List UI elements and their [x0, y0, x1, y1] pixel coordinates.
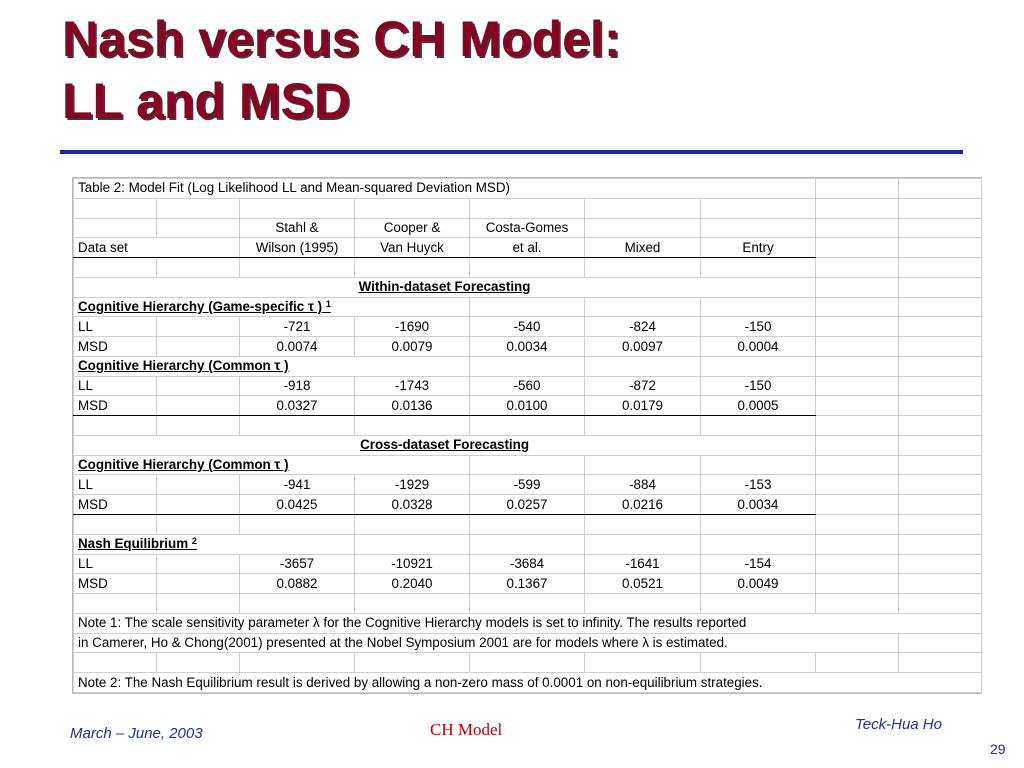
- row-label: LL: [74, 317, 157, 337]
- value-cell: 0.0425: [240, 495, 355, 515]
- value-cell: -3684: [470, 554, 585, 574]
- footer-title: CH Model: [430, 720, 503, 739]
- value-cell: 0.0004: [701, 337, 816, 357]
- value-cell: 0.0882: [240, 574, 355, 594]
- value-cell: -150: [701, 376, 816, 396]
- table-row: [74, 317, 982, 337]
- value-cell: -1743: [355, 376, 470, 396]
- value-cell: 0.0328: [355, 495, 470, 515]
- row-label: MSD: [74, 396, 157, 416]
- value-cell: -10921: [355, 554, 470, 574]
- value-cell: -721: [240, 317, 355, 337]
- header-cell: Wilson (1995): [240, 238, 355, 258]
- value-cell: -153: [701, 475, 816, 495]
- group-row: [74, 356, 982, 376]
- value-cell: 0.0074: [240, 337, 355, 357]
- value-cell: 0.2040: [355, 574, 470, 594]
- page-number: 29: [990, 741, 1006, 757]
- value-cell: -824: [585, 317, 701, 337]
- table-caption-row: [74, 179, 982, 199]
- value-cell: -872: [585, 376, 701, 396]
- row-label: MSD: [74, 574, 157, 594]
- model-fit-table-container: [72, 177, 982, 694]
- header-cell: Van Huyck: [355, 238, 470, 258]
- header-row-1: [74, 218, 982, 238]
- header-cell: Cooper &: [355, 218, 470, 238]
- note-row: [74, 613, 982, 633]
- note1-line1: Note 1: The scale sensitivity parameter λ for the Cognitive Hierarchy models is set to infinity. The results reported: [74, 613, 982, 633]
- value-cell: 0.0049: [701, 574, 816, 594]
- slide-title-line2: LL and MSD: [62, 73, 350, 129]
- value-cell: 0.0257: [470, 495, 585, 515]
- group-label-ch-common-within: Cognitive Hierarchy (Common τ ): [78, 358, 289, 374]
- value-cell: -150: [701, 317, 816, 337]
- group-row: [74, 297, 982, 317]
- table-row: [74, 376, 982, 396]
- note-row: [74, 633, 982, 653]
- value-cell: -1690: [355, 317, 470, 337]
- value-cell: -540: [470, 317, 585, 337]
- table-row: [74, 554, 982, 574]
- row-label: LL: [74, 475, 157, 495]
- section-title-cross: Cross-dataset Forecasting: [360, 437, 529, 453]
- value-cell: -884: [585, 475, 701, 495]
- section-title-within: Within-dataset Forecasting: [358, 279, 531, 295]
- group-label-ch-common-cross: Cognitive Hierarchy (Common τ ): [78, 457, 289, 473]
- header-cell: Stahl &: [240, 218, 355, 238]
- table-row: [74, 396, 982, 416]
- slide-title-line1: Nash versus CH Model:: [62, 11, 621, 67]
- value-cell: 0.0034: [470, 337, 585, 357]
- table-row: [74, 475, 982, 495]
- section-row-cross: [74, 435, 982, 455]
- slide-title: [62, 8, 620, 132]
- row-label: LL: [74, 554, 157, 574]
- row-label: MSD: [74, 495, 157, 515]
- value-cell: 0.0079: [355, 337, 470, 357]
- section-row-within: [74, 277, 982, 297]
- value-cell: 0.0097: [585, 337, 701, 357]
- row-label: LL: [74, 376, 157, 396]
- group-label-nash: Nash Equilibrium $^2$: [78, 536, 197, 552]
- group-row: [74, 534, 982, 554]
- value-cell: 0.0100: [470, 396, 585, 416]
- header-row-2: [74, 238, 982, 258]
- table-row: [74, 495, 982, 515]
- note2: Note 2: The Nash Equilibrium result is derived by allowing a non-zero mass of 0.0001 on non-equilibrium strategies.: [74, 673, 982, 693]
- value-cell: 0.0521: [585, 574, 701, 594]
- value-cell: -1641: [585, 554, 701, 574]
- header-cell: Mixed: [585, 238, 701, 258]
- value-cell: -599: [470, 475, 585, 495]
- header-cell: et al.: [470, 238, 585, 258]
- value-cell: 0.0216: [585, 495, 701, 515]
- header-cell: Costa-Gomes: [470, 218, 585, 238]
- table-row: [74, 574, 982, 594]
- value-cell: -3657: [240, 554, 355, 574]
- value-cell: -560: [470, 376, 585, 396]
- footer-author: Teck-Hua Ho: [855, 716, 942, 733]
- row-label: MSD: [74, 337, 157, 357]
- note1-line2: in Camerer, Ho & Chong(2001) presented at the Nobel Symposium 2001 are for models where λ is estimated.: [74, 633, 899, 653]
- value-cell: -1929: [355, 475, 470, 495]
- group-label-ch-game-specific: Cognitive Hierarchy (Game-specific τ ) $^1$: [78, 298, 331, 314]
- table-row: [74, 337, 982, 357]
- value-cell: -918: [240, 376, 355, 396]
- value-cell: 0.0179: [585, 396, 701, 416]
- header-cell: Data set: [74, 238, 157, 258]
- footer-date: March – June, 2003: [70, 725, 203, 742]
- value-cell: 0.0136: [355, 396, 470, 416]
- header-cell: Entry: [701, 238, 816, 258]
- value-cell: 0.0034: [701, 495, 816, 515]
- model-fit-table: [73, 178, 982, 693]
- value-cell: 0.0327: [240, 396, 355, 416]
- table-caption: Table 2: Model Fit (Log Likelihood LL and Mean-squared Deviation MSD): [74, 179, 816, 199]
- group-row: [74, 455, 982, 475]
- note-row: [74, 673, 982, 693]
- value-cell: -154: [701, 554, 816, 574]
- title-divider: [60, 150, 963, 154]
- value-cell: -941: [240, 475, 355, 495]
- value-cell: 0.0005: [701, 396, 816, 416]
- value-cell: 0.1367: [470, 574, 585, 594]
